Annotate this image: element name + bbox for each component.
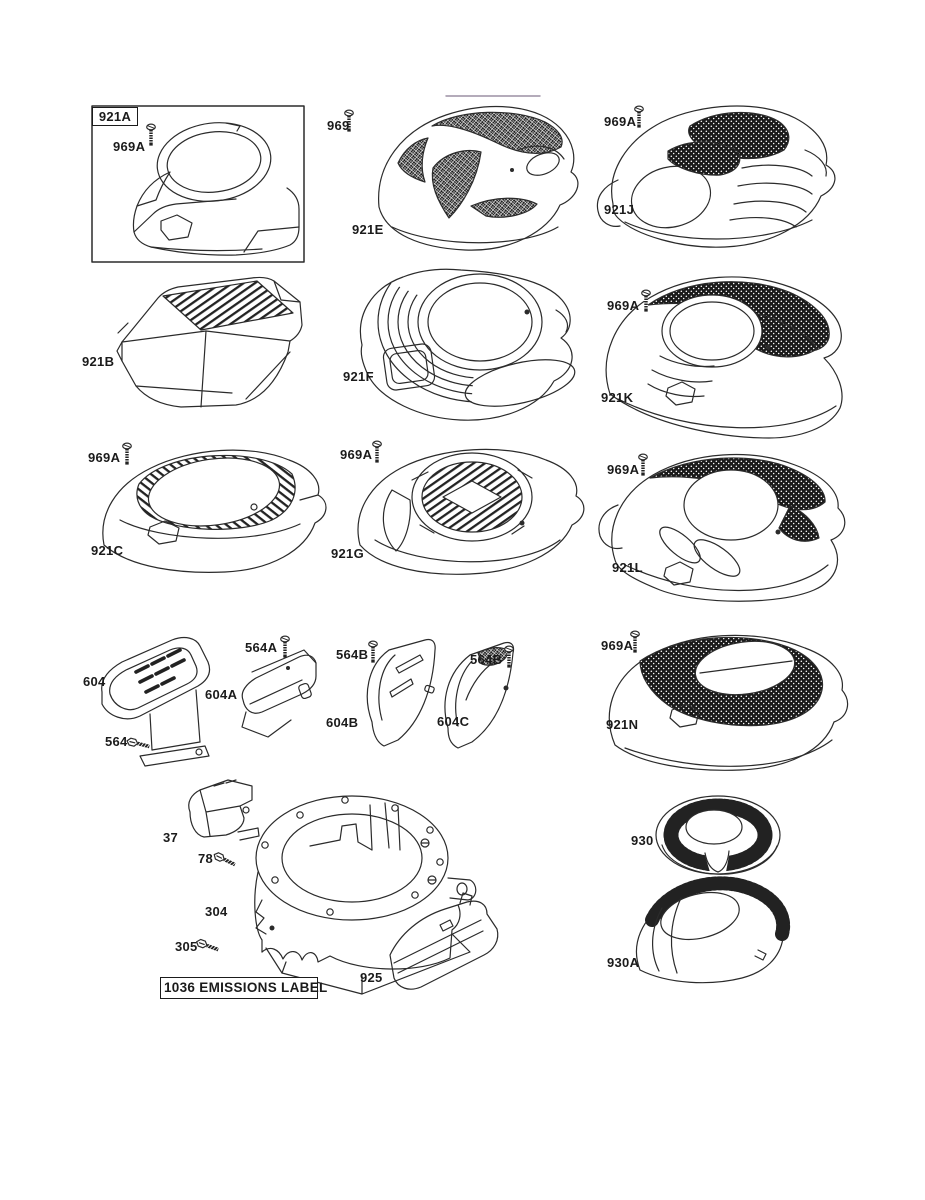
callout-564a: 564A <box>245 640 278 655</box>
callout-969: 969 <box>327 118 350 133</box>
callout-930a: 930A <box>607 955 640 970</box>
callout-921k: 921K <box>601 390 634 405</box>
callout-930: 930 <box>631 833 654 848</box>
callout-969a-g: 969A <box>340 447 373 462</box>
screw-564a-icon <box>281 636 290 658</box>
screw-564b-1-icon <box>369 641 378 663</box>
callout-604c: 604C <box>437 714 470 729</box>
callout-304: 304 <box>205 904 228 919</box>
part-921c-drawing <box>103 450 326 572</box>
callout-921a: 921A <box>92 107 138 126</box>
part-930a-drawing <box>636 883 783 982</box>
callout-921l: 921L <box>612 560 643 575</box>
callout-564b-1: 564B <box>336 647 369 662</box>
part-930-drawing <box>656 796 780 874</box>
part-921a-drawing <box>92 106 304 262</box>
screw-969a-g-icon <box>373 441 382 463</box>
part-304-drawing <box>255 796 476 994</box>
callout-921b: 921B <box>82 354 115 369</box>
callout-604: 604 <box>83 674 106 689</box>
screw-969a-c-icon <box>123 443 132 465</box>
callout-969a-box: 969A <box>113 139 146 154</box>
callout-604b: 604B <box>326 715 359 730</box>
callout-969a-l: 969A <box>607 462 640 477</box>
screw-969a-k-icon <box>642 290 651 312</box>
part-604b-drawing <box>367 639 435 746</box>
part-921f-drawing <box>360 242 582 420</box>
callout-921g: 921G <box>331 546 365 561</box>
bolt-564-icon <box>126 737 150 749</box>
callout-921n: 921N <box>606 717 639 732</box>
callout-921c: 921C <box>91 543 124 558</box>
callout-305: 305 <box>175 939 198 954</box>
callout-564b-2: 564B <box>470 652 503 667</box>
callout-921e: 921E <box>352 222 384 237</box>
callout-37: 37 <box>163 830 179 845</box>
callout-969a-j: 969A <box>604 114 637 129</box>
part-921g-drawing <box>358 449 584 574</box>
callout-921f: 921F <box>343 369 374 384</box>
bolt-78-icon <box>213 851 237 867</box>
part-37-drawing <box>189 780 259 840</box>
part-921k-drawing <box>606 277 842 438</box>
part-921e-drawing <box>379 107 578 251</box>
part-921n-drawing <box>609 635 847 770</box>
part-604a-drawing <box>242 650 316 737</box>
screw-969a-box-icon <box>147 124 156 146</box>
callout-564: 564 <box>105 734 128 749</box>
part-921b-drawing <box>117 277 302 407</box>
part-925-drawing <box>390 893 498 989</box>
callout-925: 925 <box>360 970 383 985</box>
callout-78: 78 <box>198 851 214 866</box>
screw-969a-l-icon <box>639 454 648 476</box>
callout-969a-k: 969A <box>607 298 640 313</box>
callout-969a-c: 969A <box>88 450 121 465</box>
bolt-305-icon <box>195 938 219 952</box>
emissions-label-box: 1036 EMISSIONS LABEL <box>160 977 318 999</box>
callout-969a-n: 969A <box>601 638 634 653</box>
callout-604a: 604A <box>205 687 238 702</box>
callout-921j: 921J <box>604 202 635 217</box>
